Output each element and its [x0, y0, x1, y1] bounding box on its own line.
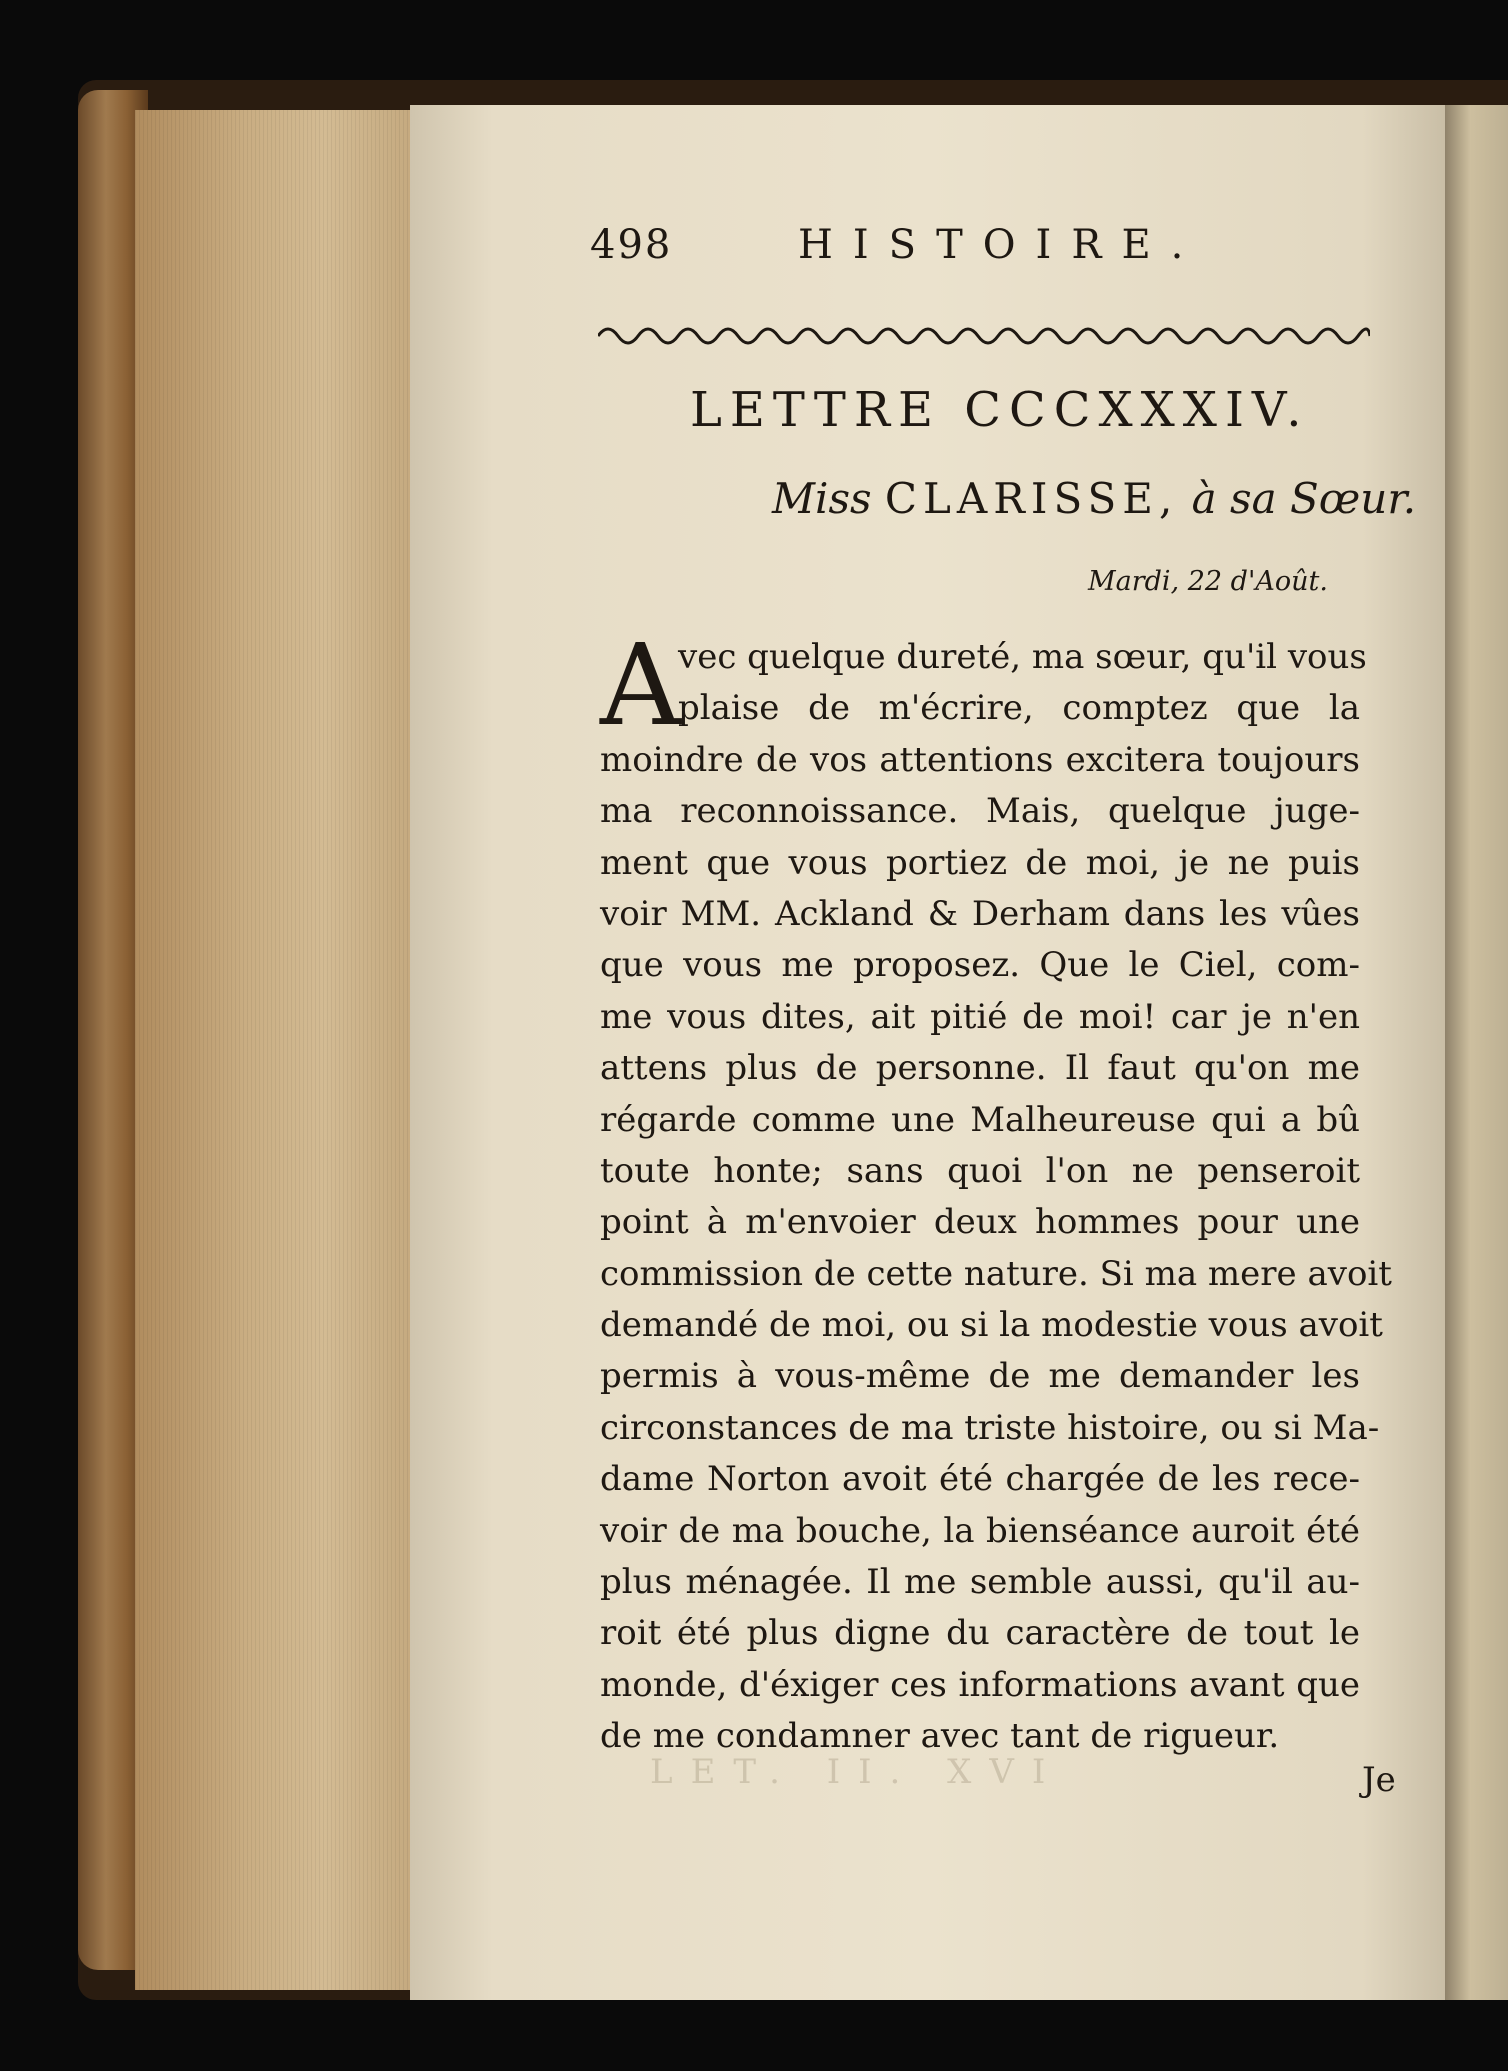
page-header [590, 222, 1390, 272]
body-line: attens plus de personne. Il faut qu'on me [600, 1048, 1360, 1089]
bleed-through-text: LET. II. XVI [650, 1752, 1064, 1792]
body-line: plaise de m'écrire, comptez que la [678, 688, 1360, 729]
salutation-name: CLARISSE, [884, 474, 1179, 523]
wave-ornament [598, 318, 1370, 348]
body-line: permis à vous-même de me demander les [600, 1356, 1360, 1397]
letter-date: Mardi, 22 d'Août. [1088, 566, 1328, 597]
body-line: plus ménagée. Il me semble aussi, qu'il au- [600, 1562, 1360, 1603]
drop-cap: A [600, 621, 681, 751]
salutation [772, 474, 1417, 523]
body-line: vec quelque dureté, ma sœur, qu'il vous [678, 637, 1367, 677]
body-line: ma reconnoissance. Mais, quelque juge- [600, 791, 1360, 832]
body-line: monde, d'éxiger ces informations avant que [600, 1664, 1360, 1705]
page-number: 498 [590, 222, 673, 268]
body-line: voir MM. Ackland & Derham dans les vûes [600, 893, 1360, 934]
salutation-suffix: à sa Sœur. [1191, 474, 1417, 523]
body-line: moindre de vos attentions excitera toujours [600, 739, 1360, 780]
body-line: que vous me proposez. Que le Ciel, com- [600, 945, 1360, 986]
body-line: toute honte; sans quoi l'on ne penseroit [600, 1150, 1360, 1191]
catchword: Je [1362, 1760, 1396, 1800]
next-page-edge [1445, 105, 1508, 2000]
page-edges [135, 110, 452, 1990]
letter-title: LETTRE CCCXXXIV. [690, 382, 1310, 438]
letter-body [600, 621, 1392, 1763]
body-line: régarde comme une Malheureuse qui a bû [600, 1099, 1360, 1140]
body-line: roit été plus digne du caractère de tout le [600, 1613, 1360, 1654]
body-line: me vous dites, ait pitié de moi! car je n'en [600, 996, 1360, 1037]
salutation-prefix: Miss [772, 474, 872, 523]
body-line: demandé de moi, ou si la modestie vous avoit [600, 1305, 1383, 1346]
body-line: de me condamner avec tant de rigueur. [600, 1716, 1280, 1757]
body-line: circonstances de ma triste histoire, ou si Ma- [600, 1407, 1380, 1448]
body-line: voir de ma bouche, la bienséance auroit été [600, 1510, 1360, 1551]
body-line: ment que vous portiez de moi, je ne puis [600, 842, 1360, 883]
body-line: commission de cette nature. Si ma mere avoit [600, 1253, 1392, 1294]
running-head: HISTOIRE. [798, 222, 1204, 268]
body-line: dame Norton avoit été chargée de les rece- [600, 1459, 1360, 1500]
body-line: point à m'envoier deux hommes pour une [600, 1202, 1360, 1243]
